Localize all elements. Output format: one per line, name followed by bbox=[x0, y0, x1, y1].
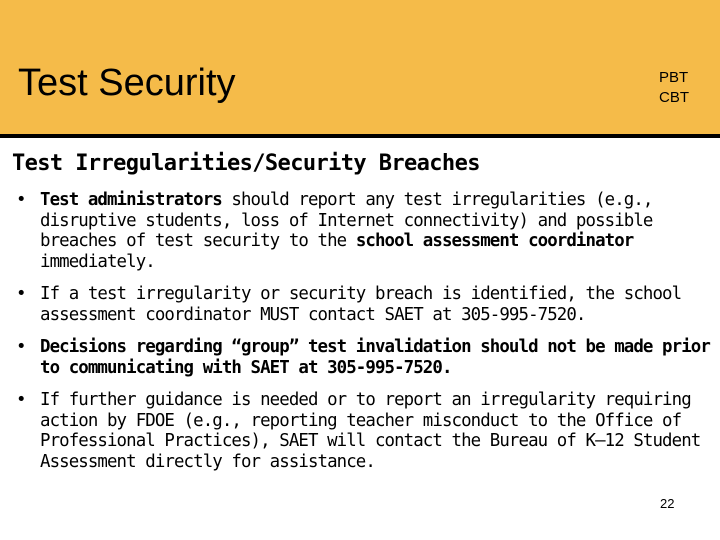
bullet-item bbox=[12, 284, 712, 325]
bullet-text: should report any test irregularities (e.g., disruptive students, loss of Internet connectivity) and possible breaches of test security to the bbox=[40, 190, 653, 251]
bullet-list bbox=[12, 190, 712, 484]
bullet-item bbox=[12, 390, 712, 472]
bullet-text-bold: Decisions regarding “group” test invalidation should not be made prior to communicating with SAET at 305-995-7520. bbox=[40, 337, 710, 378]
bullet-text: If further guidance is needed or to report an irregularity requiring action by FDOE (e.g., reporting teacher misconduct to the Office of Professional Practices), SAET will contact the Bureau of K–12 Student Assessment directly for assistance. bbox=[40, 390, 701, 472]
test-mode-pbt: PBT bbox=[659, 69, 689, 86]
bullet-item bbox=[12, 190, 712, 272]
bullet-text-bold: school assessment coordinator bbox=[355, 231, 634, 251]
bullet-text: immediately. bbox=[40, 251, 155, 272]
page-number: 22 bbox=[660, 496, 675, 511]
section-subtitle: Test Irregularities/Security Breaches bbox=[12, 151, 480, 176]
bullet-text-bold: Test administrators bbox=[40, 190, 222, 210]
header-divider bbox=[0, 134, 720, 138]
header-bar bbox=[0, 0, 720, 134]
test-mode-labels bbox=[659, 68, 689, 108]
test-mode-cbt: CBT bbox=[659, 89, 689, 106]
bullet-text: If a test irregularity or security breach is identified, the school assessment coordinator MUST contact SAET at 305-995-7520. bbox=[40, 284, 682, 325]
page-title: Test Security bbox=[18, 62, 236, 104]
bullet-item bbox=[12, 337, 712, 378]
